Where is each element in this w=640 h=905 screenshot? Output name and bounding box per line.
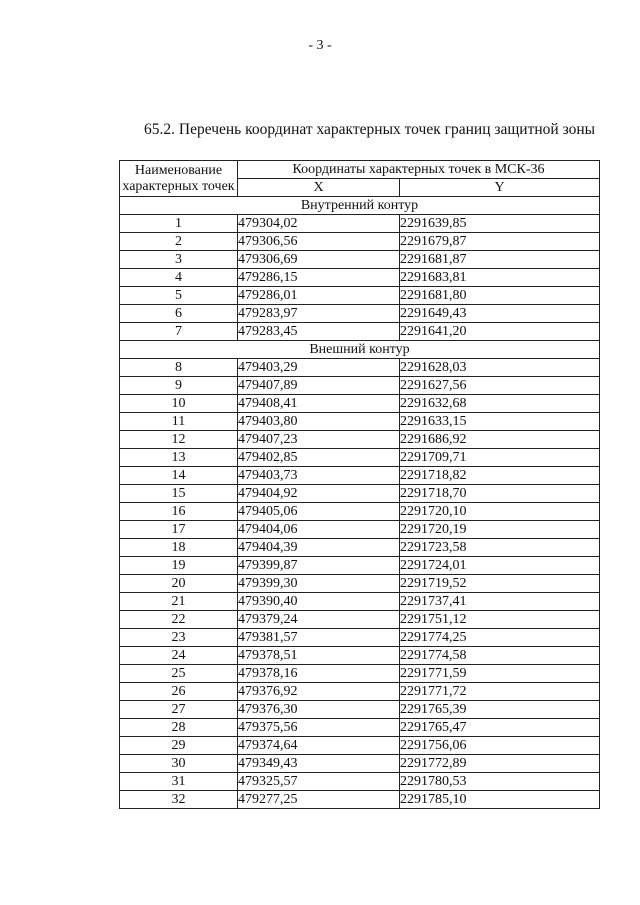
point-number-cell: 17: [120, 521, 238, 539]
y-coordinate-cell: 2291681,80: [400, 287, 600, 305]
point-number-cell: 28: [120, 719, 238, 737]
point-number-cell: 8: [120, 359, 238, 377]
table-row: [120, 593, 600, 611]
point-number-cell: 13: [120, 449, 238, 467]
x-coordinate-cell: 479404,39: [238, 539, 400, 557]
x-coordinate-cell: 479286,01: [238, 287, 400, 305]
x-coordinate-cell: 479407,23: [238, 431, 400, 449]
x-coordinate-cell: 479304,02: [238, 215, 400, 233]
table-row: [120, 719, 600, 737]
x-coordinate-cell: 479378,16: [238, 665, 400, 683]
table-row: [120, 215, 600, 233]
point-number-cell: 12: [120, 431, 238, 449]
point-number-cell: 6: [120, 305, 238, 323]
y-coordinate-cell: 2291718,82: [400, 467, 600, 485]
point-number-cell: 20: [120, 575, 238, 593]
y-coordinate-cell: 2291780,53: [400, 773, 600, 791]
y-coordinate-cell: 2291720,19: [400, 521, 600, 539]
y-coordinate-cell: 2291633,15: [400, 413, 600, 431]
table-row: [120, 557, 600, 575]
x-coordinate-cell: 479408,41: [238, 395, 400, 413]
column-header-x: X: [238, 179, 400, 197]
x-coordinate-cell: 479286,15: [238, 269, 400, 287]
y-coordinate-cell: 2291771,59: [400, 665, 600, 683]
y-coordinate-cell: 2291627,56: [400, 377, 600, 395]
y-coordinate-cell: 2291785,10: [400, 791, 600, 809]
point-number-cell: 30: [120, 755, 238, 773]
x-coordinate-cell: 479404,92: [238, 485, 400, 503]
table-row: [120, 503, 600, 521]
y-coordinate-cell: 2291681,87: [400, 251, 600, 269]
table-row: [120, 629, 600, 647]
y-coordinate-cell: 2291724,01: [400, 557, 600, 575]
y-coordinate-cell: 2291649,43: [400, 305, 600, 323]
point-number-cell: 3: [120, 251, 238, 269]
y-coordinate-cell: 2291751,12: [400, 611, 600, 629]
point-number-cell: 15: [120, 485, 238, 503]
y-coordinate-cell: 2291628,03: [400, 359, 600, 377]
section-row: [120, 341, 600, 359]
y-coordinate-cell: 2291756,06: [400, 737, 600, 755]
table-row: [120, 755, 600, 773]
y-coordinate-cell: 2291774,25: [400, 629, 600, 647]
point-number-cell: 27: [120, 701, 238, 719]
y-coordinate-cell: 2291686,92: [400, 431, 600, 449]
point-number-cell: 16: [120, 503, 238, 521]
table-row: [120, 395, 600, 413]
y-coordinate-cell: 2291718,70: [400, 485, 600, 503]
table-row: [120, 323, 600, 341]
x-coordinate-cell: 479403,80: [238, 413, 400, 431]
point-number-cell: 18: [120, 539, 238, 557]
point-number-cell: 1: [120, 215, 238, 233]
table-row: [120, 683, 600, 701]
x-coordinate-cell: 479381,57: [238, 629, 400, 647]
x-coordinate-cell: 479379,24: [238, 611, 400, 629]
table-row: [120, 449, 600, 467]
point-number-cell: 26: [120, 683, 238, 701]
x-coordinate-cell: 479306,69: [238, 251, 400, 269]
table-row: [120, 737, 600, 755]
point-number-cell: 7: [120, 323, 238, 341]
x-coordinate-cell: 479407,89: [238, 377, 400, 395]
y-coordinate-cell: 2291632,68: [400, 395, 600, 413]
y-coordinate-cell: 2291719,52: [400, 575, 600, 593]
x-coordinate-cell: 479405,06: [238, 503, 400, 521]
table-body: [120, 197, 600, 809]
point-number-cell: 14: [120, 467, 238, 485]
y-coordinate-cell: 2291765,39: [400, 701, 600, 719]
x-coordinate-cell: 479277,25: [238, 791, 400, 809]
table-row: [120, 647, 600, 665]
y-coordinate-cell: 2291641,20: [400, 323, 600, 341]
x-coordinate-cell: 479376,30: [238, 701, 400, 719]
y-coordinate-cell: 2291772,89: [400, 755, 600, 773]
table-row: [120, 233, 600, 251]
y-coordinate-cell: 2291737,41: [400, 593, 600, 611]
table-row: [120, 485, 600, 503]
point-number-cell: 25: [120, 665, 238, 683]
coordinates-table: [119, 160, 600, 809]
point-number-cell: 29: [120, 737, 238, 755]
point-number-cell: 32: [120, 791, 238, 809]
y-coordinate-cell: 2291709,71: [400, 449, 600, 467]
y-coordinate-cell: 2291683,81: [400, 269, 600, 287]
point-number-cell: 2: [120, 233, 238, 251]
table-row: [120, 467, 600, 485]
table-row: [120, 269, 600, 287]
table-row: [120, 539, 600, 557]
table-row: [120, 521, 600, 539]
table-row: [120, 251, 600, 269]
x-coordinate-cell: 479306,56: [238, 233, 400, 251]
table-row: [120, 359, 600, 377]
y-coordinate-cell: 2291639,85: [400, 215, 600, 233]
y-coordinate-cell: 2291774,58: [400, 647, 600, 665]
table-row: [120, 377, 600, 395]
table-row: [120, 701, 600, 719]
x-coordinate-cell: 479403,73: [238, 467, 400, 485]
x-coordinate-cell: 479390,40: [238, 593, 400, 611]
x-coordinate-cell: 479399,30: [238, 575, 400, 593]
section-title: Внутренний контур: [120, 197, 600, 215]
table-row: [120, 791, 600, 809]
point-number-cell: 19: [120, 557, 238, 575]
point-number-cell: 31: [120, 773, 238, 791]
point-number-cell: 5: [120, 287, 238, 305]
x-coordinate-cell: 479403,29: [238, 359, 400, 377]
y-coordinate-cell: 2291720,10: [400, 503, 600, 521]
table-row: [120, 305, 600, 323]
table-row: [120, 431, 600, 449]
table-row: [120, 575, 600, 593]
x-coordinate-cell: 479375,56: [238, 719, 400, 737]
table-row: [120, 611, 600, 629]
x-coordinate-cell: 479283,97: [238, 305, 400, 323]
page-title: 65.2. Перечень координат характерных точек границ защитной зоны: [144, 121, 596, 138]
x-coordinate-cell: 479374,64: [238, 737, 400, 755]
column-header-coordinates: Координаты характерных точек в МСК-36: [238, 161, 600, 179]
x-coordinate-cell: 479404,06: [238, 521, 400, 539]
column-header-y: Y: [400, 179, 600, 197]
section-row: [120, 197, 600, 215]
point-number-cell: 23: [120, 629, 238, 647]
x-coordinate-cell: 479402,85: [238, 449, 400, 467]
page-number: - 3 -: [308, 38, 332, 53]
table-row: [120, 773, 600, 791]
x-coordinate-cell: 479399,87: [238, 557, 400, 575]
point-number-cell: 10: [120, 395, 238, 413]
x-coordinate-cell: 479378,51: [238, 647, 400, 665]
point-number-cell: 24: [120, 647, 238, 665]
section-title: Внешний контур: [120, 341, 600, 359]
point-number-cell: 21: [120, 593, 238, 611]
y-coordinate-cell: 2291765,47: [400, 719, 600, 737]
point-number-cell: 22: [120, 611, 238, 629]
y-coordinate-cell: 2291723,58: [400, 539, 600, 557]
table-row: [120, 287, 600, 305]
column-header-point-name: Наименование характерных точек: [120, 161, 238, 197]
x-coordinate-cell: 479283,45: [238, 323, 400, 341]
x-coordinate-cell: 479349,43: [238, 755, 400, 773]
table-row: [120, 413, 600, 431]
y-coordinate-cell: 2291771,72: [400, 683, 600, 701]
point-number-cell: 9: [120, 377, 238, 395]
table-row: [120, 665, 600, 683]
point-number-cell: 11: [120, 413, 238, 431]
point-number-cell: 4: [120, 269, 238, 287]
x-coordinate-cell: 479325,57: [238, 773, 400, 791]
y-coordinate-cell: 2291679,87: [400, 233, 600, 251]
x-coordinate-cell: 479376,92: [238, 683, 400, 701]
